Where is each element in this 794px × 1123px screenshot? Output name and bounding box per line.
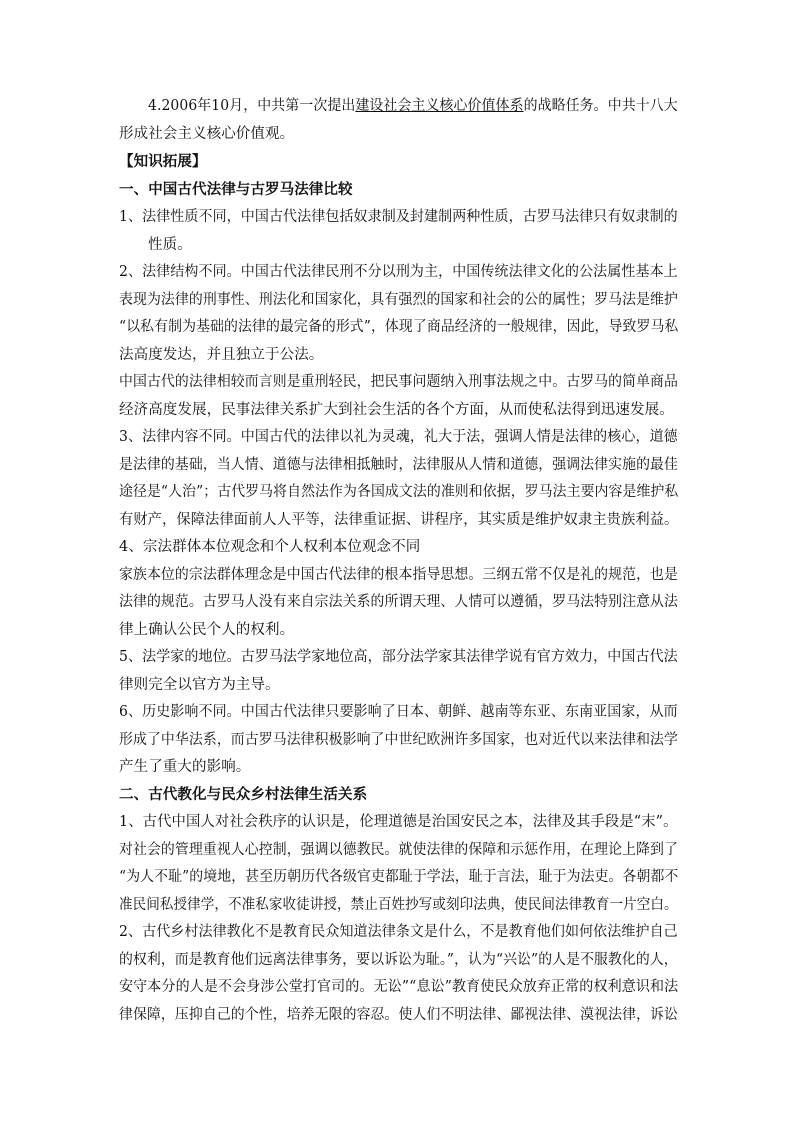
paragraph-line: 律上确认公民个人的权利。 (119, 622, 295, 638)
paragraph-line: “为人不耻”的境地，甚至历朝历代各级官吏都耻于学法，耻于言法，耻于为法吏。各朝都不 (119, 869, 679, 885)
section-heading: 二、古代教化与民众乡村法律生活关系 (119, 786, 368, 803)
paragraph-line (148, 96, 678, 116)
paragraph-line: 有财产，保障法律面前人人平等，法律重证据、讲程序，其实质是维护奴隶主贵族利益。 (119, 512, 679, 528)
paragraph-line: 6、历史影响不同。中国古代法律只要影响了日本、朝鲜、越南等东亚、东南亚国家，从而 (119, 704, 678, 720)
paragraph-line: 形成社会主义核心价值观。 (119, 126, 295, 142)
paragraph-line: 2、古代乡村法律教化不是教育民众知道法律条文是什么，不是教育他们如何依法维护自己 (119, 924, 678, 940)
paragraph-line: “以私有制为基础的法律的最完备的形式”，体现了商品经济的一般规律，因此，导致罗马私 (119, 319, 679, 335)
paragraph-line: 4、宗法群体本位观念和个人权利本位观念不同 (119, 539, 421, 555)
paragraph-line: 是法律的基础，当人情、道德与法律相抵触时，法律服从人情和道德，强调法律实施的最佳 (119, 457, 679, 473)
paragraph-line: 法高度发达，并且独立于公法。 (119, 347, 324, 363)
paragraph-line: 准民间私授律学，不准私家收徒讲授，禁止百姓抄写或刻印法典，使民间法律教育一片空白。 (119, 897, 678, 913)
paragraph-line: 性质。 (148, 237, 192, 253)
paragraph-line: 3、法律内容不同。中国古代的法律以礼为灵魂，礼大于法，强调人情是法律的核心，道德 (119, 429, 678, 445)
section-heading: 一、中国古代法律与古罗马法律比较 (119, 181, 353, 198)
paragraph-line: 1、法律性质不同，中国古代法律包括奴隶制及封建制两种性质，古罗马法律只有奴隶制的 (119, 209, 678, 225)
text-run: 4.2006年10月，中共第一次提出 (148, 98, 356, 114)
paragraph-line: 经济高度发展，民事法律关系扩大到社会生活的各个方面，从而使私法得到迅速发展。 (119, 402, 674, 418)
paragraph-line: 2、法律结构不同。中国古代法律民刑不分以刑为主，中国传统法律文化的公法属性基本上 (119, 264, 678, 280)
paragraph-line: 律则完全以官方为主导。 (119, 677, 280, 693)
paragraph-line: 的权利，而是教育他们远离法律事务，要以诉讼为耻。”，认为“兴讼”的人是不服教化的人， (119, 952, 678, 968)
underlined-term: 建设社会主义核心价值体系 (355, 98, 524, 114)
paragraph-line: 中国古代的法律相较而言则是重刑轻民，把民事问题纳入刑事法规之中。古罗马的简单商品 (119, 374, 679, 390)
section-heading: 【知识拓展】 (119, 153, 207, 170)
paragraph-line: 形成了中华法系，而古罗马法律积极影响了中世纪欧洲许多国家，也对近代以来法律和法学 (119, 732, 679, 748)
paragraph-line: 产生了重大的影响。 (119, 759, 251, 775)
text-run: 的战略任务。中共十八大 (523, 98, 678, 114)
paragraph-line: 5、法学家的地位。古罗马法学家地位高，部分法学家其法律学说有官方效力，中国古代法 (119, 649, 678, 665)
paragraph-line: 律保障，压抑自己的个性，培养无限的容忍。使人们不明法律、鄙视法律、漠视法律，诉讼 (119, 1007, 679, 1023)
paragraph-line: 家族本位的宗法群体理念是中国古代法律的根本指导思想。三纲五常不仅是礼的规范，也是 (119, 567, 679, 583)
paragraph-line: 安守本分的人是不会身涉公堂打官司的。无讼”“息讼”教育使民众放弃正常的权利意识和法 (119, 979, 679, 995)
paragraph-line: 途径是“人治”；古代罗马将自然法作为各国成文法的准则和依据，罗马法主要内容是维护私 (119, 484, 679, 500)
paragraph-line: 法律的规范。古罗马人没有来自宗法关系的所谓天理、人情可以遵循，罗马法特别注意从法 (119, 594, 679, 610)
paragraph-line: 1、古代中国人对社会秩序的认识是，伦理道德是治国安民之本，法律及其手段是“末”。 (119, 814, 678, 830)
paragraph-line: 对社会的管理重视人心控制，强调以德教民。就使法律的保障和示惩作用，在理论上降到了 (119, 842, 679, 858)
paragraph-line: 表现为法律的刑事性、刑法化和国家化，具有强烈的国家和社会的公的属性；罗马法是维护 (119, 292, 679, 308)
